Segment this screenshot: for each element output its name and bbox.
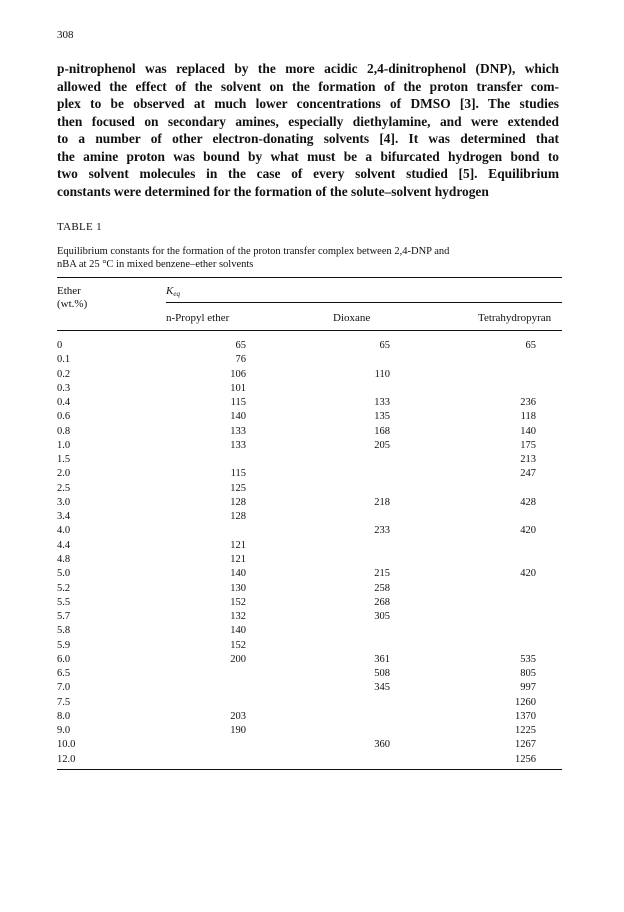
ether-wt-cell: 5.9 (57, 639, 71, 651)
table-row (57, 510, 536, 524)
table-row (57, 596, 536, 610)
npropyl-ether-cell: 133 (230, 439, 246, 451)
tetrahydropyran-cell: 1267 (515, 739, 536, 751)
dioxane-cell (246, 482, 390, 496)
table-row (57, 368, 536, 382)
npropyl-ether-cell (166, 681, 246, 695)
tetrahydropyran-cell (390, 510, 536, 524)
table-row (57, 553, 536, 567)
ether-wt-cell: 10.0 (57, 739, 76, 751)
tetrahydropyran-cell: 247 (520, 468, 536, 480)
tetrahydropyran-cell: 1260 (515, 696, 536, 708)
npropyl-ether-cell: 128 (230, 511, 246, 523)
paragraph-line: p-nitrophenol was replaced by the more acidic 2,4-dinitrophenol (DNP), which (57, 61, 559, 76)
ether-unit-line: (wt.%) (57, 298, 88, 310)
table-row (57, 382, 536, 396)
ether-wt-cell: 0.6 (57, 411, 71, 423)
dioxane-cell (246, 353, 390, 367)
dioxane-cell: 215 (374, 568, 390, 580)
tetrahydropyran-cell (390, 610, 536, 624)
dioxane-cell (246, 753, 390, 767)
table-row (57, 439, 536, 453)
table-row (57, 539, 536, 553)
dioxane-cell (246, 382, 390, 396)
tetrahydropyran-cell: 997 (520, 682, 536, 694)
paragraph-line: the amine proton was bound by what must be a bifurcated hydrogen bond to (57, 148, 559, 164)
ether-wt-cell: 5.8 (57, 625, 71, 637)
tetrahydropyran-cell (390, 382, 536, 396)
ether-wt-cell: 4.8 (57, 553, 71, 565)
table-row (57, 710, 536, 724)
tetrahydropyran-header: Tetrahydropyran (478, 312, 552, 324)
caption-line: Equilibrium constants for the formation of the proton transfer complex between 2,4-DNP and (57, 246, 450, 257)
npropyl-ether-cell: 128 (230, 496, 246, 508)
table-row (57, 639, 536, 653)
dioxane-cell: 268 (374, 596, 390, 608)
npropyl-ether-cell: 65 (235, 340, 246, 351)
paragraph-line: allowed the effect of the solvent on the formation of the proton transfer com- (57, 78, 559, 94)
npropyl-ether-cell: 125 (230, 482, 246, 494)
paragraph-line: then focused on secondary amines, especially diethylamine, and were extended (57, 113, 559, 129)
table-header-rule (57, 330, 562, 331)
dioxane-cell: 133 (374, 397, 390, 409)
tetrahydropyran-cell: 428 (520, 496, 536, 508)
tetrahydropyran-cell: 420 (520, 525, 536, 537)
tetrahydropyran-cell: 1225 (515, 725, 536, 737)
npropyl-ether-cell: 76 (235, 354, 246, 366)
ether-wt-cell: 9.0 (57, 725, 71, 737)
table-row (57, 624, 536, 638)
dioxane-cell (246, 710, 390, 724)
table-bottom-rule (57, 769, 562, 770)
dioxane-cell (246, 539, 390, 553)
page-number: 308 (57, 29, 74, 41)
table-row (57, 753, 536, 767)
dioxane-cell (246, 510, 390, 524)
ether-wt-cell: 5.5 (57, 596, 71, 608)
dioxane-cell: 218 (374, 496, 390, 508)
ether-wt-cell: 2.5 (57, 482, 71, 494)
ether-header-line: Ether (57, 285, 81, 297)
tetrahydropyran-cell (390, 353, 536, 367)
tetrahydropyran-cell (390, 596, 536, 610)
dioxane-cell (246, 467, 390, 481)
tetrahydropyran-cell (390, 553, 536, 567)
table-row (57, 467, 536, 481)
table-row (57, 667, 536, 681)
npropyl-ether-cell (166, 738, 246, 752)
keq-symbol: K (166, 285, 174, 297)
dioxane-cell: 508 (374, 668, 390, 680)
ether-wt-cell: 5.2 (57, 582, 71, 594)
ether-wt-cell: 5.7 (57, 611, 71, 623)
table-row (57, 567, 536, 581)
keq-spanning-rule (166, 302, 562, 303)
table-row (57, 696, 536, 710)
ether-wt-cell: 7.5 (57, 696, 71, 708)
tetrahydropyran-cell: 236 (520, 397, 536, 409)
npropyl-ether-cell (166, 696, 246, 710)
caption-line: nBA at 25 °C in mixed benzene–ether solvents (57, 259, 254, 270)
npropyl-ether-cell: 152 (230, 596, 246, 608)
dioxane-cell (246, 696, 390, 710)
tetrahydropyran-cell: 140 (520, 425, 536, 437)
keq-header (166, 285, 180, 298)
tetrahydropyran-cell: 175 (520, 439, 536, 451)
dioxane-cell: 110 (374, 368, 390, 380)
table-row (57, 496, 536, 510)
dioxane-cell: 345 (374, 682, 390, 694)
ether-wt-cell: 1.5 (57, 454, 71, 466)
tetrahydropyran-cell (390, 539, 536, 553)
dioxane-cell (246, 553, 390, 567)
npropyl-ether-cell: 115 (230, 397, 246, 409)
table-top-rule (57, 277, 562, 278)
paragraph-line: two solvent molecules in the case of every solvent studied [5]. Equilibrium (57, 166, 559, 181)
ether-wt-cell: 2.0 (57, 468, 71, 480)
table-caption (57, 245, 562, 271)
npropyl-ether-cell: 133 (230, 425, 246, 437)
dioxane-cell: 360 (374, 739, 390, 751)
ether-wt-cell: 5.0 (57, 568, 71, 580)
ether-wt-cell: 0.8 (57, 425, 71, 437)
tetrahydropyran-cell: 1370 (515, 710, 536, 722)
table-row (57, 425, 536, 439)
table-row (57, 681, 536, 695)
ether-wt-cell: 4.4 (57, 539, 71, 551)
tetrahydropyran-cell (390, 582, 536, 596)
dioxane-cell: 361 (374, 653, 390, 665)
ether-wt-cell: 3.0 (57, 496, 71, 508)
npropyl-ether-cell: 140 (230, 568, 246, 580)
ether-wt-cell: 0.2 (57, 368, 71, 380)
keq-subscript: eq (173, 290, 180, 298)
ether-wt-cell: 0.3 (57, 382, 71, 394)
dioxane-cell: 135 (374, 411, 390, 423)
table-row (57, 410, 536, 424)
table-row (57, 582, 536, 596)
table-row (57, 482, 536, 496)
npropyl-ether-cell: 140 (230, 411, 246, 423)
table-row (57, 653, 536, 667)
table-row (57, 724, 536, 738)
npropyl-ether-cell: 140 (230, 625, 246, 637)
dioxane-cell: 233 (374, 525, 390, 537)
npropyl-ether-cell (166, 524, 246, 538)
npropyl-ether-cell: 121 (230, 553, 246, 565)
body-paragraph (57, 60, 559, 200)
ether-wt-cell: 0.4 (57, 397, 71, 409)
ether-wt-cell: 7.0 (57, 682, 71, 694)
table-row (57, 353, 536, 367)
dioxane-cell: 205 (374, 439, 390, 451)
tetrahydropyran-cell: 118 (520, 411, 536, 423)
npropyl-ether-cell: 200 (230, 653, 246, 665)
table-row (57, 453, 536, 467)
dioxane-cell: 65 (379, 340, 390, 351)
tetrahydropyran-cell (390, 639, 536, 653)
tetrahydropyran-cell: 535 (520, 653, 536, 665)
npropyl-ether-cell: 190 (230, 725, 246, 737)
ether-wt-cell: 6.0 (57, 653, 71, 665)
dioxane-header: Dioxane (333, 312, 371, 324)
table-row (57, 339, 536, 353)
tetrahydropyran-cell: 805 (520, 668, 536, 680)
dioxane-cell (246, 724, 390, 738)
table-body (57, 339, 536, 767)
tetrahydropyran-cell: 1256 (515, 753, 536, 765)
npropyl-ether-cell: 152 (230, 639, 246, 651)
npropyl-ether-cell: 106 (230, 368, 246, 380)
tetrahydropyran-cell (390, 368, 536, 382)
ether-wt-cell: 4.0 (57, 525, 71, 537)
data-table (57, 339, 536, 767)
table-row (57, 524, 536, 538)
tetrahydropyran-cell (390, 482, 536, 496)
npropyl-ether-cell (166, 453, 246, 467)
dioxane-cell: 258 (374, 582, 390, 594)
table-row (57, 396, 536, 410)
npropyl-ether-cell: 130 (230, 582, 246, 594)
tetrahydropyran-cell: 65 (525, 340, 536, 351)
tetrahydropyran-cell: 420 (520, 568, 536, 580)
ether-wt-cell: 12.0 (57, 753, 76, 765)
ether-wt-cell: 0.1 (57, 354, 71, 366)
table-row (57, 610, 536, 624)
ether-wt-cell: 6.5 (57, 668, 71, 680)
tetrahydropyran-cell: 213 (520, 454, 536, 466)
ether-wt-cell: 0 (57, 340, 63, 351)
dioxane-cell (246, 453, 390, 467)
npropyl-ether-cell: 203 (230, 710, 246, 722)
npropyl-ether-cell: 132 (230, 611, 246, 623)
tetrahydropyran-cell (390, 624, 536, 638)
dioxane-cell (246, 639, 390, 653)
table-label: TABLE 1 (57, 221, 102, 233)
dioxane-cell: 305 (374, 611, 390, 623)
dioxane-cell (246, 624, 390, 638)
ether-wt-cell: 1.0 (57, 439, 71, 451)
paragraph-line: constants were determined for the formation of the solute–solvent hydrogen (57, 183, 489, 199)
dioxane-cell: 168 (374, 425, 390, 437)
npropyl-ether-cell: 115 (230, 468, 246, 480)
ether-wt-cell: 3.4 (57, 511, 71, 523)
paragraph-line: to a number of other electron-donating solvents [4]. It was determined that (57, 131, 559, 146)
npropyl-ether-cell: 101 (230, 382, 246, 394)
npropyl-ether-cell (166, 667, 246, 681)
ether-wt-cell: 8.0 (57, 710, 71, 722)
npropyl-ether-cell: 121 (230, 539, 246, 551)
ether-column-header (57, 285, 87, 311)
table-row (57, 738, 536, 752)
npropyl-ether-cell (166, 753, 246, 767)
paragraph-line: plex to be observed at much lower concentrations of DMSO [3]. The studies (57, 96, 559, 111)
npropyl-ether-header: n-Propyl ether (166, 312, 230, 324)
